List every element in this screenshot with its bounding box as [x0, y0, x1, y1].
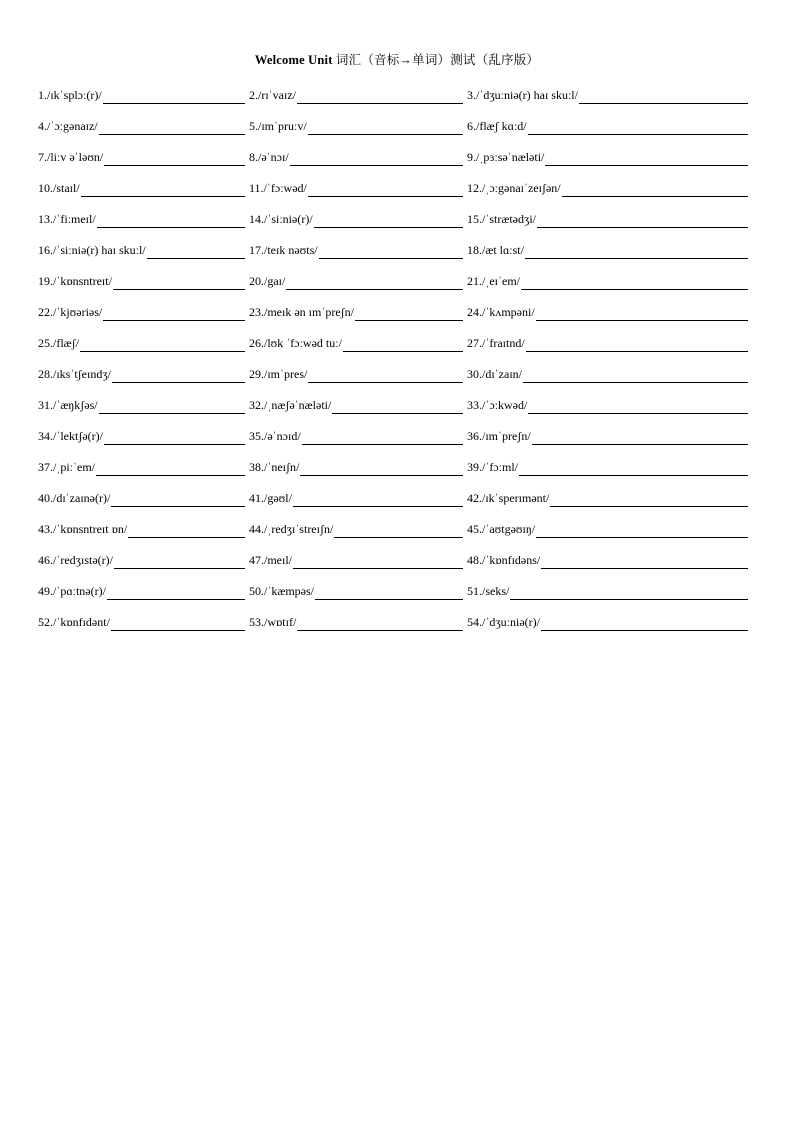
vocab-item	[249, 272, 463, 290]
vocab-item	[467, 179, 748, 197]
vocab-item	[467, 241, 748, 259]
answer-blank[interactable]	[111, 492, 245, 507]
page-title	[0, 50, 794, 68]
phonetic-text: 39./ˈfɔːml/	[467, 460, 518, 474]
item-row	[38, 520, 748, 551]
answer-blank[interactable]	[111, 616, 245, 631]
vocab-item	[38, 179, 245, 197]
answer-blank[interactable]	[99, 120, 245, 135]
phonetic-text: 32./ˌnæʃəˈnæləti/	[249, 398, 332, 412]
answer-blank[interactable]	[308, 368, 463, 383]
item-row	[38, 86, 748, 117]
phonetic-text: 20./gaɪ/	[249, 274, 286, 288]
answer-blank[interactable]	[526, 337, 748, 352]
answer-blank[interactable]	[300, 461, 463, 476]
answer-blank[interactable]	[104, 151, 245, 166]
answer-blank[interactable]	[114, 554, 245, 569]
vocab-item	[467, 613, 748, 631]
vocab-item	[467, 458, 748, 476]
phonetic-text: 22./ˈkjʊəriəs/	[38, 305, 103, 319]
item-row	[38, 458, 748, 489]
phonetic-text: 46./ˈredʒɪstə(r)/	[38, 553, 113, 567]
phonetic-text: 28./ɪksˈtʃeɪndʒ/	[38, 367, 111, 381]
vocab-item	[249, 241, 463, 259]
answer-blank[interactable]	[290, 151, 463, 166]
title-english: Welcome Unit	[254, 53, 333, 67]
vocab-item	[249, 303, 463, 321]
phonetic-text: 45./ˈaʊtgəʊɪŋ/	[467, 522, 536, 536]
vocab-item	[38, 210, 245, 228]
vocab-item	[38, 365, 245, 383]
phonetic-text: 27./ˈfraɪtnd/	[467, 336, 525, 350]
phonetic-text: 11./ˈfɔːwəd/	[249, 181, 307, 195]
answer-blank[interactable]	[525, 244, 748, 259]
item-row	[38, 148, 748, 179]
vocab-item	[467, 210, 748, 228]
item-row	[38, 551, 748, 582]
phonetic-text: 51./seks/	[467, 584, 510, 598]
vocab-item	[249, 613, 463, 631]
vocab-item	[467, 489, 748, 507]
vocab-item	[249, 334, 463, 352]
phonetic-text: 7./liːv əˈləʊn/	[38, 150, 104, 164]
item-row	[38, 272, 748, 303]
item-row	[38, 365, 748, 396]
phonetic-text: 17./teɪk nəʊts/	[249, 243, 318, 257]
vocab-item	[467, 520, 748, 538]
answer-blank[interactable]	[314, 213, 463, 228]
vocab-item	[249, 148, 463, 166]
phonetic-text: 50./ˈkæmpəs/	[249, 584, 314, 598]
answer-blank[interactable]	[545, 151, 748, 166]
answer-blank[interactable]	[355, 306, 463, 321]
answer-blank[interactable]	[103, 89, 245, 104]
answer-blank[interactable]	[332, 399, 463, 414]
phonetic-text: 52./ˈkɒnfɪdənt/	[38, 615, 110, 629]
vocab-item	[249, 520, 463, 538]
answer-blank[interactable]	[128, 523, 245, 538]
answer-blank[interactable]	[96, 461, 245, 476]
answer-blank[interactable]	[319, 244, 463, 259]
phonetic-text: 37./ˌpiːˈem/	[38, 460, 95, 474]
phonetic-text: 9./ˌpɜːsəˈnæləti/	[467, 150, 545, 164]
vocab-item	[467, 551, 748, 569]
phonetic-text: 21./ˌeɪˈem/	[467, 274, 520, 288]
item-row	[38, 117, 748, 148]
vocab-item	[38, 117, 245, 135]
item-row	[38, 613, 748, 644]
item-row	[38, 210, 748, 241]
vocab-item	[467, 303, 748, 321]
vocab-item	[249, 427, 463, 445]
vocab-item	[38, 551, 245, 569]
answer-blank[interactable]	[308, 182, 463, 197]
phonetic-text: 30./dɪˈzaɪn/	[467, 367, 522, 381]
answer-blank[interactable]	[293, 554, 463, 569]
phonetic-text: 18./æt lɑːst/	[467, 243, 524, 257]
phonetic-text: 31./ˈæŋkʃəs/	[38, 398, 98, 412]
phonetic-text: 3./ˈdʒuːniə(r) haɪ skuːl/	[467, 88, 578, 102]
vocab-item	[249, 489, 463, 507]
phonetic-text: 4./ˈɔːgənaɪz/	[38, 119, 98, 133]
answer-blank[interactable]	[537, 213, 748, 228]
answer-blank[interactable]	[541, 616, 748, 631]
item-row	[38, 334, 748, 365]
answer-blank[interactable]	[147, 244, 245, 259]
phonetic-text: 19./ˈkɒnsntreɪt/	[38, 274, 112, 288]
vocab-item	[467, 148, 748, 166]
vocab-item	[38, 334, 245, 352]
phonetic-text: 10./staɪl/	[38, 181, 80, 195]
phonetic-text: 15./ˈstrætədʒi/	[467, 212, 536, 226]
answer-blank[interactable]	[315, 585, 463, 600]
item-row	[38, 582, 748, 613]
phonetic-text: 54./ˈdʒuːniə(r)/	[467, 615, 540, 629]
answer-blank[interactable]	[286, 275, 463, 290]
vocab-item	[249, 86, 463, 104]
vocab-item	[38, 303, 245, 321]
phonetic-text: 36./ɪmˈpreʃn/	[467, 429, 531, 443]
vocab-item	[38, 427, 245, 445]
answer-blank[interactable]	[541, 554, 748, 569]
phonetic-text: 53./wɒtɪf/	[249, 615, 297, 629]
phonetic-text: 34./ˈlektʃə(r)/	[38, 429, 103, 443]
phonetic-text: 13./ˈfiːmeɪl/	[38, 212, 96, 226]
vocab-item	[38, 272, 245, 290]
phonetic-text: 1./ɪkˈsplɔː(r)/	[38, 88, 102, 102]
vocab-item	[249, 396, 463, 414]
vocabulary-grid	[38, 86, 748, 644]
vocab-item	[249, 582, 463, 600]
vocab-item	[38, 86, 245, 104]
answer-blank[interactable]	[104, 430, 245, 445]
vocab-item	[249, 179, 463, 197]
answer-blank[interactable]	[536, 306, 748, 321]
answer-blank[interactable]	[80, 337, 245, 352]
vocab-item	[38, 241, 245, 259]
answer-blank[interactable]	[99, 399, 245, 414]
answer-blank[interactable]	[103, 306, 245, 321]
phonetic-text: 48./ˈkɒnfɪdəns/	[467, 553, 541, 567]
answer-blank[interactable]	[579, 89, 748, 104]
answer-blank[interactable]	[297, 89, 463, 104]
answer-blank[interactable]	[293, 492, 463, 507]
phonetic-text: 42./ɪkˈsperɪmənt/	[467, 491, 550, 505]
vocab-item	[249, 458, 463, 476]
answer-blank[interactable]	[528, 120, 748, 135]
phonetic-text: 33./ˈɔːkwəd/	[467, 398, 528, 412]
phonetic-text: 25./flæʃ/	[38, 336, 79, 350]
answer-blank[interactable]	[107, 585, 245, 600]
phonetic-text: 49./ˈpɑːtnə(r)/	[38, 584, 106, 598]
item-row	[38, 396, 748, 427]
item-row	[38, 489, 748, 520]
vocab-item	[249, 365, 463, 383]
answer-blank[interactable]	[81, 182, 245, 197]
answer-blank[interactable]	[550, 492, 748, 507]
answer-blank[interactable]	[343, 337, 463, 352]
phonetic-text: 23./meɪk ən ɪmˈpreʃn/	[249, 305, 354, 319]
vocab-item	[467, 582, 748, 600]
answer-blank[interactable]	[334, 523, 463, 538]
vocab-item	[38, 520, 245, 538]
vocab-item	[467, 117, 748, 135]
item-row	[38, 303, 748, 334]
answer-blank[interactable]	[97, 213, 245, 228]
item-row	[38, 241, 748, 272]
phonetic-text: 26./lʊk ˈfɔːwəd tuː/	[249, 336, 342, 350]
item-row	[38, 427, 748, 458]
phonetic-text: 8./əˈnɔɪ/	[249, 150, 289, 164]
answer-blank[interactable]	[302, 430, 463, 445]
answer-blank[interactable]	[519, 461, 748, 476]
phonetic-text: 12./ˌɔːgənaɪˈzeɪʃən/	[467, 181, 561, 195]
title-chinese: 词汇（音标→单词）测试（乱序版）	[332, 53, 540, 67]
answer-blank[interactable]	[521, 275, 748, 290]
phonetic-text: 6./flæʃ kɑːd/	[467, 119, 527, 133]
answer-blank[interactable]	[523, 368, 748, 383]
vocab-item	[467, 86, 748, 104]
vocab-item	[38, 582, 245, 600]
answer-blank[interactable]	[297, 616, 463, 631]
phonetic-text: 43./ˈkɒnsntreɪt ɒn/	[38, 522, 128, 536]
vocab-item	[38, 148, 245, 166]
answer-blank[interactable]	[536, 523, 748, 538]
answer-blank[interactable]	[562, 182, 748, 197]
phonetic-text: 2./rɪˈvaɪz/	[249, 88, 296, 102]
item-row	[38, 179, 748, 210]
phonetic-text: 24./ˈkʌmpəni/	[467, 305, 535, 319]
answer-blank[interactable]	[112, 368, 245, 383]
vocab-item	[38, 396, 245, 414]
vocab-item	[249, 210, 463, 228]
phonetic-text: 35./əˈnɔɪd/	[249, 429, 301, 443]
vocab-item	[249, 117, 463, 135]
vocab-item	[38, 458, 245, 476]
phonetic-text: 44./ˌredʒɪˈstreɪʃn/	[249, 522, 334, 536]
vocab-item	[38, 613, 245, 631]
phonetic-text: 29./ɪmˈpres/	[249, 367, 308, 381]
answer-blank[interactable]	[528, 399, 748, 414]
phonetic-text: 41./gəʊl/	[249, 491, 292, 505]
answer-blank[interactable]	[308, 120, 463, 135]
vocab-item	[467, 365, 748, 383]
answer-blank[interactable]	[113, 275, 245, 290]
phonetic-text: 16./ˈsiːniə(r) haɪ skuːl/	[38, 243, 146, 257]
vocab-item	[467, 427, 748, 445]
answer-blank[interactable]	[532, 430, 748, 445]
vocab-item	[249, 551, 463, 569]
phonetic-text: 38./ˈneɪʃn/	[249, 460, 300, 474]
vocab-item	[38, 489, 245, 507]
vocab-item	[467, 334, 748, 352]
answer-blank[interactable]	[510, 585, 748, 600]
phonetic-text: 47./meɪl/	[249, 553, 292, 567]
phonetic-text: 14./ˈsiːniə(r)/	[249, 212, 313, 226]
vocab-item	[467, 272, 748, 290]
phonetic-text: 40./dɪˈzaɪnə(r)/	[38, 491, 111, 505]
phonetic-text: 5./ɪmˈpruːv/	[249, 119, 307, 133]
vocab-item	[467, 396, 748, 414]
